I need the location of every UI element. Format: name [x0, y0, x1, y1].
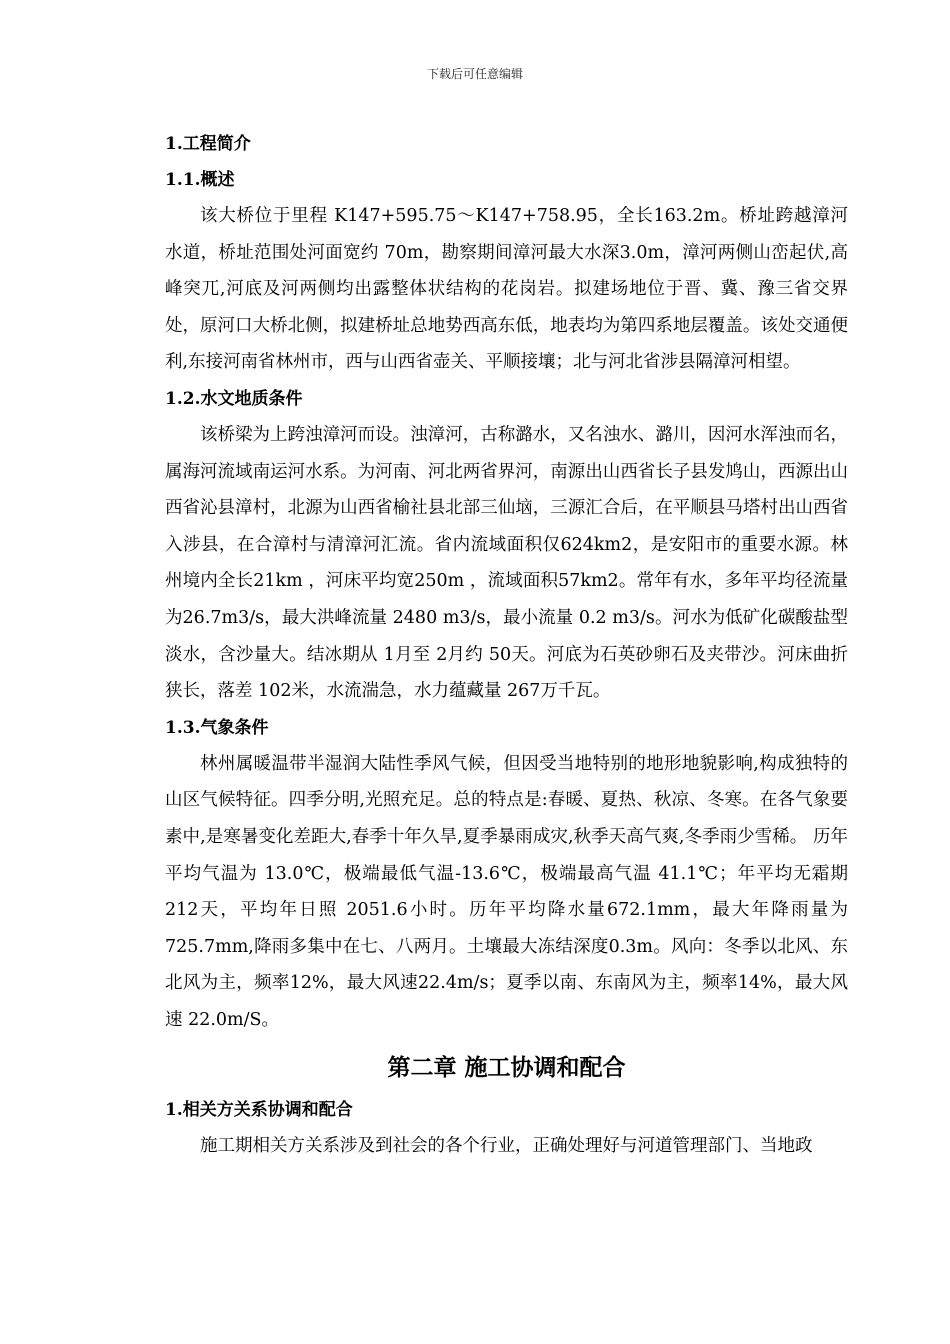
subsection-heading-1-3: 1.3.气象条件 — [165, 717, 269, 738]
section-heading-1: 1.工程简介 — [165, 134, 251, 154]
paragraph-stakeholder-coordination: 施工期相关方关系涉及到社会的各个行业，正确处理好与河道管理部门、当地政 — [200, 1136, 813, 1157]
paragraph-climate: 林州属暖温带半湿润大陆性季风气候，但因受当地特别的地形地貌影响,构成独特的山区气候特征。四季分明,光照充足。总的特点是:春暖、夏热、秋凉、冬寒。在各气象要素中,是寒暑变化差距大,春季十年久旱,夏季暴雨成灾,秋季天高气爽,冬季雨少雪稀。 历年平均气温为 13.0℃，极端最低气温-13.6℃，极端最高气温 41.1℃；年平均无霜期 212天，平均年日照 2051.6小时。历年平均降水量672.1mm，最大年降雨量为725.7mm,降雨多集中在七、八两月。土壤最大冻结深度0.3m。风向：冬季以北风、东北风为主，频率12%，最大风速22.4m/s；夏季以南、东南风为主，频率14%，最大风速 22.0m/S。 — [165, 753, 848, 1030]
subsection-heading-1-2: 1.2.水文地质条件 — [165, 388, 303, 409]
paragraph-overview: 该大桥位于里程 K147+595.75～K147+758.95，全长163.2m。桥址跨越漳河水道，桥址范围处河面宽约 70m，勘察期间漳河最大水深3.0m，漳河两侧山峦起伏,高峰突兀,河底及河两侧均出露整体状结构的花岗岩。拟建场地位于晋、冀、豫三省交界处，原河口大桥北侧，拟建桥址总地势西高东低，地表均为第四系地层覆盖。该处交通便利,东接河南省林州市，西与山西省壶关、平顺接壤；北与河北省涉县隔漳河相望。 — [165, 206, 848, 373]
page-header-note: 下载后可任意编辑 — [426, 67, 523, 81]
document-body — [165, 126, 848, 1165]
chapter-heading-2: 第二章 施工协调和配合 — [387, 1054, 626, 1082]
subsection-heading-1-1: 1.1.概述 — [165, 170, 235, 190]
paragraph-hydrogeology: 该桥梁为上跨浊漳河而设。浊漳河，古称潞水，又名浊水、潞川，因河水浑浊而名，属海河流域南运河水系。为河南、河北两省界河，南源出山西省长子县发鸠山，西源出山西省沁县漳村，北源为山西省榆社县北部三仙垴，三源汇合后，在平顺县马塔村出山西省入涉县，在合漳村与清漳河汇流。省内流域面积仅624km2，是安阳市的重要水源。林州境内全长21km ，河床平均宽250m ，流域面积57km2。常年有水，多年平均径流量为26.7m3/s，最大洪峰流量 2480 m3/s，最小流量 0.2 m3/s。河水为低矿化碳酸盐型淡水，含沙量大。结冰期从 1月至 2月约 50天。河底为石英砂卵石及夹带沙。河床曲折狭长，落差 102米，水流湍急，水力蕴藏量 267万千瓦。 — [165, 424, 848, 702]
section-heading-2-1: 1.相关方关系协调和配合 — [165, 1100, 353, 1121]
